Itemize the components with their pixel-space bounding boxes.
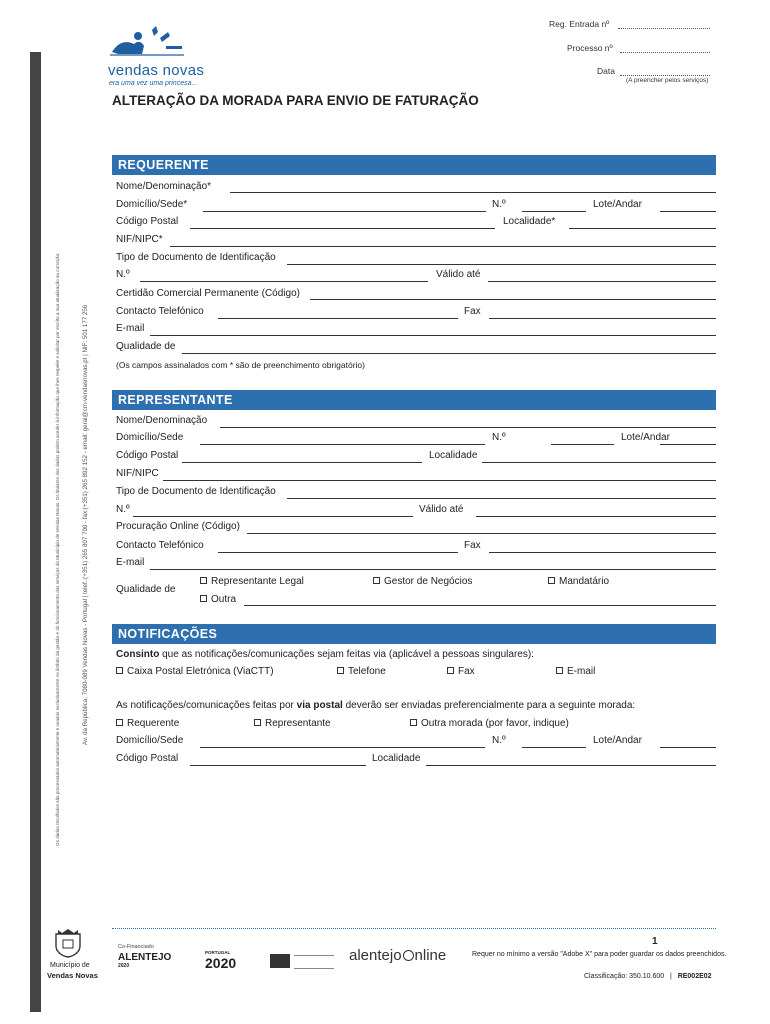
rep-cp-field[interactable]	[182, 462, 422, 463]
not-opt-fax-label: Fax	[458, 666, 475, 677]
not-opt-caixa-label: Caixa Postal Eletrónica (ViaCTT)	[127, 666, 274, 677]
rep-procuracao-label: Procuração Online (Código)	[116, 521, 240, 532]
rep-procuracao-field[interactable]	[247, 533, 716, 534]
req-fax-field[interactable]	[489, 318, 716, 319]
vendas-novas-logo	[108, 22, 228, 88]
online-o-icon	[403, 950, 414, 961]
req-valido-label: Válido até	[436, 269, 481, 280]
municipio-line2: Vendas Novas	[47, 971, 98, 980]
alentejo2020-logo	[118, 952, 171, 969]
logo-name: vendas novas	[108, 62, 205, 79]
checkbox[interactable]	[447, 667, 454, 674]
rep-opt-legal-label: Representante Legal	[211, 576, 304, 587]
side-strip	[30, 52, 41, 1012]
logo-tagline: era uma vez uma princesa...	[109, 80, 198, 87]
representante-section-header: REPRESENTANTE	[112, 390, 716, 410]
rep-nif-field[interactable]	[163, 480, 716, 481]
req-fax-label: Fax	[464, 306, 481, 317]
req-nif-field[interactable]	[170, 246, 716, 247]
not-opt-telefone[interactable]	[337, 666, 386, 677]
checkbox[interactable]	[556, 667, 563, 674]
checkbox[interactable]	[116, 719, 123, 726]
rep-lote-field[interactable]	[660, 444, 716, 445]
rep-valido-label: Válido até	[419, 504, 464, 515]
reg-entrada-field[interactable]	[618, 28, 710, 29]
not-opt-caixa[interactable]	[116, 666, 274, 677]
rep-tipodoc-field[interactable]	[287, 498, 716, 499]
reg-entrada-label: Reg. Entrada nº	[549, 19, 610, 29]
rep-opt-legal[interactable]	[200, 576, 304, 587]
rep-opt-mandatario[interactable]	[548, 576, 609, 587]
req-n-label: N.º	[492, 199, 506, 210]
req-mandatory-note: (Os campos assinalados com * são de preenchimento obrigatório)	[116, 360, 365, 370]
rep-nif-label: NIF/NIPC	[116, 468, 159, 479]
processo-field[interactable]	[620, 52, 710, 53]
req-domicilio-label: Domicílio/Sede*	[116, 199, 188, 210]
requerente-section-header: REQUERENTE	[112, 155, 716, 175]
req-email-label: E-mail	[116, 323, 145, 334]
req-tipodoc-label: Tipo de Documento de Identificação	[116, 252, 276, 263]
rep-valido-field[interactable]	[476, 516, 716, 517]
req-domicilio-field[interactable]	[203, 211, 486, 212]
not-localidade-field[interactable]	[426, 765, 716, 766]
alentejo-online-a: alentejo	[349, 947, 402, 964]
req-certidao-label: Certidão Comercial Permanente (Código)	[116, 288, 300, 299]
rep-ndoc-field[interactable]	[133, 516, 413, 517]
checkbox[interactable]	[337, 667, 344, 674]
req-nome-field[interactable]	[230, 192, 716, 193]
rep-localidade-label: Localidade	[429, 450, 478, 461]
not-opt-outra[interactable]	[410, 718, 569, 729]
consinto-bold: Consinto	[116, 649, 160, 660]
checkbox[interactable]	[410, 719, 417, 726]
rep-n-label: N.º	[492, 432, 506, 443]
req-qualidade-field[interactable]	[182, 353, 716, 354]
rep-lote-label: Lote/Andar	[621, 432, 670, 443]
not-n-field[interactable]	[522, 747, 586, 748]
rep-opt-gestor[interactable]	[373, 576, 472, 587]
rep-nome-field[interactable]	[220, 427, 716, 428]
rep-ndoc-label: N.º	[116, 504, 130, 515]
rep-qualidade-label: Qualidade de	[116, 584, 176, 595]
preencher-note: (A preencher pelos serviços)	[626, 77, 709, 84]
req-lote-label: Lote/Andar	[593, 199, 642, 210]
page-title: ALTERAÇÃO DA MORADA PARA ENVIO DE FATURAÇÃO	[112, 93, 479, 108]
rep-opt-mandatario-label: Mandatário	[559, 576, 610, 587]
address-note: Av. da República, 7080-089 Vendas Novas - Portugal | telef.:(+351) 265 807 700 - fax:(+351) 265 892 152 - email: geral@cm-vendasnovas.pt | NIF: 501 177 256	[82, 304, 89, 745]
classificacao-line	[584, 973, 712, 980]
postal-bold: via postal	[296, 700, 343, 711]
alentejo-text: ALENTEJO	[118, 952, 172, 963]
data-label: Data	[597, 66, 615, 76]
alentejo-online-logo	[349, 947, 446, 964]
privacy-note: Os dados recolhidos são processados automaticamente e usados exclusivamente no âmbito da gestão e do funcionamento dos serviços do Município de Vendas Novas. Os titulares dos dados podem aceder à informação que lhes respeite e solicitar por escrito a sua atualização ou correção.	[55, 252, 60, 846]
not-opt-email-label: E-mail	[567, 666, 596, 677]
not-n-label: N.º	[492, 735, 506, 746]
req-valido-field[interactable]	[488, 281, 716, 282]
req-lote-field[interactable]	[660, 211, 716, 212]
cofinanciado-label: Co-Financiado	[118, 944, 154, 950]
eu-fund-text	[294, 955, 334, 969]
classificacao: Classificação: 350.10.600	[584, 973, 665, 980]
not-opt-telefone-label: Telefone	[348, 666, 386, 677]
rep-domicilio-label: Domicílio/Sede	[116, 432, 184, 443]
alentejo-year: 2020	[118, 963, 130, 969]
not-opt-fax[interactable]	[447, 666, 475, 677]
req-tipodoc-field[interactable]	[287, 264, 716, 265]
postal-a: As notificações/comunicações feitas por	[116, 700, 294, 711]
req-contacto-field[interactable]	[218, 318, 458, 319]
consinto-text	[116, 649, 534, 660]
municipio-crest-icon	[50, 928, 86, 958]
req-email-field[interactable]	[150, 335, 716, 336]
rep-outra-field[interactable]	[244, 605, 716, 606]
consinto-rest: que as notificações/comunicações sejam feitas via (aplicável a pessoas singulares):	[162, 649, 534, 660]
portugal-text: PORTUGAL	[205, 950, 231, 955]
not-opt-email[interactable]	[556, 666, 595, 677]
data-field[interactable]	[620, 75, 710, 76]
separator: |	[670, 973, 672, 980]
rep-fax-label: Fax	[464, 540, 481, 551]
rep-cp-label: Código Postal	[116, 450, 179, 461]
page-number: 1	[652, 936, 658, 947]
postal-b: deverão ser enviadas preferencialmente para a seguinte morada:	[345, 700, 636, 711]
rep-opt-gestor-label: Gestor de Negócios	[384, 576, 473, 587]
rep-tipodoc-label: Tipo de Documento de Identificação	[116, 486, 276, 497]
not-opt-representante-label: Representante	[265, 718, 331, 729]
rep-n-field[interactable]	[551, 444, 614, 445]
rep-contacto-label: Contacto Telefónico	[116, 540, 204, 551]
checkbox[interactable]	[373, 577, 380, 584]
rep-domicilio-field[interactable]	[200, 444, 485, 445]
checkbox[interactable]	[116, 667, 123, 674]
logo-graphic-icon	[108, 22, 188, 60]
not-cp-field[interactable]	[190, 765, 366, 766]
checkbox[interactable]	[548, 577, 555, 584]
req-cp-label: Código Postal	[116, 216, 179, 227]
rep-opt-outra[interactable]	[200, 594, 236, 605]
req-contacto-label: Contacto Telefónico	[116, 306, 204, 317]
rep-email-label: E-mail	[116, 557, 145, 568]
not-lote-label: Lote/Andar	[593, 735, 642, 746]
not-opt-requerente[interactable]	[116, 718, 179, 729]
rep-opt-outra-label: Outra	[211, 594, 237, 605]
not-domicilio-label: Domicílio/Sede	[116, 735, 184, 746]
not-opt-representante[interactable]	[254, 718, 331, 729]
req-ndoc-label: N.º	[116, 269, 130, 280]
rep-nome-label: Nome/Denominação	[116, 415, 208, 426]
not-opt-outra-label: Outra morada (por favor, indique)	[421, 718, 569, 729]
rep-contacto-field[interactable]	[218, 552, 458, 553]
alentejo-online-b: nline	[414, 947, 447, 964]
rep-fax-field[interactable]	[489, 552, 716, 553]
notificacoes-section-header: NOTIFICAÇÕES	[112, 624, 716, 644]
req-cp-field[interactable]	[190, 228, 495, 229]
req-ndoc-field[interactable]	[140, 281, 428, 282]
checkbox[interactable]	[200, 595, 207, 602]
checkbox[interactable]	[200, 577, 207, 584]
footer-divider	[112, 928, 716, 929]
adobe-note: Requer no mínimo a versão "Adobe X" para poder guardar os dados preenchidos.	[472, 951, 727, 958]
req-qualidade-label: Qualidade de	[116, 341, 176, 352]
req-localidade-label: Localidade*	[503, 216, 556, 227]
p2020-text: 2020	[205, 955, 237, 971]
not-lote-field[interactable]	[660, 747, 716, 748]
not-cp-label: Código Postal	[116, 753, 179, 764]
rep-localidade-field[interactable]	[482, 462, 716, 463]
eu-flag-icon	[270, 954, 290, 968]
portugal2020-logo	[205, 950, 236, 971]
not-domicilio-field[interactable]	[200, 747, 485, 748]
not-opt-requerente-label: Requerente	[127, 718, 180, 729]
req-certidao-field[interactable]	[310, 299, 716, 300]
req-localidade-field[interactable]	[569, 228, 716, 229]
req-nome-label: Nome/Denominação*	[116, 181, 212, 192]
municipio-line1: Município de	[50, 962, 90, 969]
rep-email-field[interactable]	[150, 569, 716, 570]
postal-text	[116, 700, 635, 711]
checkbox[interactable]	[254, 719, 261, 726]
req-nif-label: NIF/NIPC*	[116, 234, 163, 245]
form-code: RE002E02	[677, 973, 712, 980]
not-localidade-label: Localidade	[372, 753, 421, 764]
processo-label: Processo nº	[567, 43, 613, 53]
req-n-field[interactable]	[522, 211, 586, 212]
